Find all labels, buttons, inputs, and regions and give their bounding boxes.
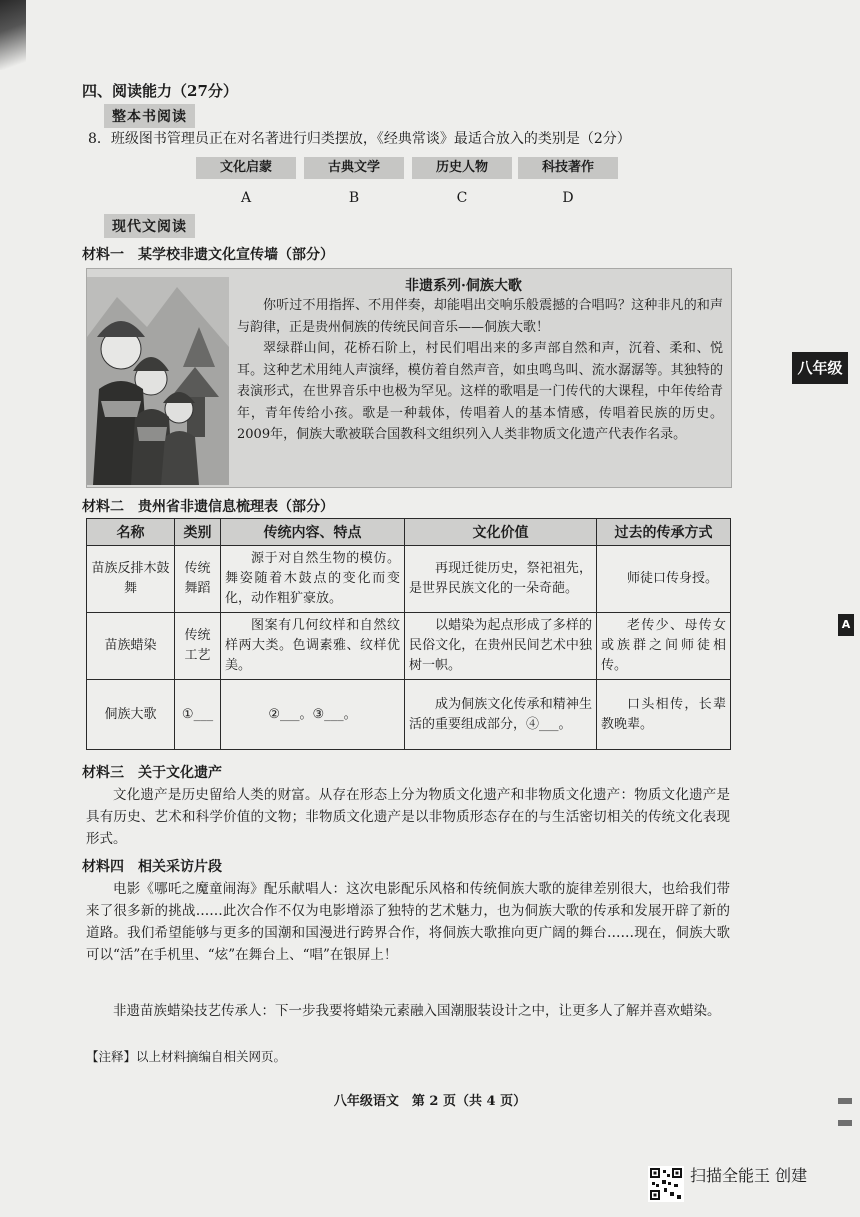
scanner-watermark: 扫描全能王 创建	[690, 1166, 808, 1185]
question-8: 8．班级图书管理员正在对名著进行归类摆放，《经典常谈》最适合放入的类别是（2分）	[88, 131, 631, 147]
material3-text: 文化遗产是历史留给人类的财富。从存在形态上分为物质文化遗产和非物质文化遗产：物质文化遗产是具有历史、艺术和科学价值的文物；非物质文化遗产是以非物质形态存在的与生活密切相关的传统文化表现形式。	[86, 787, 730, 847]
material1-title: 材料一 某学校非遗文化宣传墙（部分）	[82, 247, 334, 263]
cell-value: 以蜡染为起点形成了多样的民俗文化，在贵州民间艺术中独树一帜。	[405, 613, 597, 680]
header-name: 名称	[87, 519, 175, 546]
qr-code-icon	[648, 1166, 684, 1202]
material2-title: 材料二 贵州省非遗信息梳理表（部分）	[82, 499, 334, 515]
heritage-info-table	[86, 518, 731, 750]
modern-reading-tag: 现代文阅读	[104, 214, 195, 238]
cell-content: 图案有几何纹样和自然纹样两大类。色调素雅、纹样优美。	[221, 613, 405, 680]
material4-paragraph-2: 非遗苗族蜡染技艺传承人：下一步我要将蜡染元素融入国潮服装设计之中，让更多人了解并喜欢蜡染。	[113, 1003, 721, 1019]
scan-shadow	[0, 0, 26, 70]
option-b-box: 古典文学	[304, 157, 404, 179]
cell-name: 苗族反排木鼓舞	[87, 546, 175, 613]
cell-inheritance: 师徒口传身授。	[597, 546, 731, 613]
cell-category: 传统工艺	[175, 613, 221, 680]
material1-paragraph: 你听过不用指挥、不用伴奏，却能唱出交响乐般震撼的合唱吗？这种非凡的和声与韵律，正是贵州侗族的传统民间音乐——侗族大歌！	[237, 298, 723, 335]
header-category: 类别	[175, 519, 221, 546]
header-content: 传统内容、特点	[221, 519, 405, 546]
cell-value: 再现迁徙历史，祭祀祖先，是世界民族文化的一朵奇葩。	[405, 546, 597, 613]
material1-paragraph: 翠绿群山间，花桥石阶上，村民们唱出来的多声部自然和声，沉着、柔和、悦耳。这种艺术用纯人声演绎，模仿着自然声音，如虫鸣鸟叫、流水潺潺等。其独特的表演形式，在世界音乐中也极为罕见。这样的歌唱是一门传代的大课程，中年传给青年，青年传给小孩。歌是一种载体，传唱着人的基本情感，传唱着民族的历史。2009年，侗族大歌被联合国教科文组织列入人类非物质文化遗产代表作名录。	[237, 341, 723, 442]
cell-inheritance: 老传少、母传女或族群之间师徒相传。	[597, 613, 731, 680]
cell-name: 苗族蜡染	[87, 613, 175, 680]
table-row	[87, 680, 731, 750]
whole-book-tag: 整本书阅读	[104, 104, 195, 128]
blank-2-3[interactable]: ②___。③___。	[221, 680, 405, 750]
note: 【注释】以上材料摘编自相关网页。	[86, 1049, 287, 1064]
table-header-row	[87, 519, 731, 546]
dong-singers-illustration	[87, 277, 229, 485]
page-footer: 八年级语文 第 2 页（共 4 页）	[333, 1094, 527, 1109]
cell-inheritance: 口头相传，长辈教晚辈。	[597, 680, 731, 750]
option-a-letter: A	[240, 190, 252, 206]
paper-a-marker: A	[838, 614, 854, 636]
grade-side-tab: 八年级	[792, 352, 848, 384]
material4-paragraph-1: 电影《哪吒之魔童闹海》配乐献唱人：这次电影配乐风格和传统侗族大歌的旋律差别很大，也给我们带来了很多新的挑战……此次合作不仅为电影增添了独特的艺术魅力，也为侗族大歌的传承和发展开辟了新的道路。我们希望能够与更多的国潮和国漫进行跨界合作，将侗族大歌推向更广阔的舞台……现在，侗族大歌可以“活”在手机里、“炫”在舞台上、“唱”在银屏上！	[86, 881, 730, 963]
material1-panel	[86, 268, 732, 488]
material1-panel-text	[237, 295, 723, 446]
section-heading: 四、阅读能力（27分）	[82, 82, 238, 100]
option-c-letter: C	[456, 190, 468, 206]
blank-1[interactable]: ①___	[175, 680, 221, 750]
option-d-letter: D	[562, 190, 574, 206]
cell-name: 侗族大歌	[87, 680, 175, 750]
option-b-letter: B	[348, 190, 360, 206]
header-value: 文化价值	[405, 519, 597, 546]
material1-panel-title: 非遗系列·侗族大歌	[405, 278, 522, 294]
table-row	[87, 546, 731, 613]
option-d-box: 科技著作	[518, 157, 618, 179]
option-a-box: 文化启蒙	[196, 157, 296, 179]
edge-mark	[838, 1120, 852, 1126]
material4-title: 材料四 相关采访片段	[82, 859, 222, 875]
option-c-box: 历史人物	[412, 157, 512, 179]
cell-category: 传统舞蹈	[175, 546, 221, 613]
cell-content: 源于对自然生物的模仿。舞姿随着木鼓点的变化而变化，动作粗犷豪放。	[221, 546, 405, 613]
cell-value-blank-4[interactable]: 成为侗族文化传承和精神生活的重要组成部分，④___。	[405, 680, 597, 750]
header-inheritance: 过去的传承方式	[597, 519, 731, 546]
material3-title: 材料三 关于文化遗产	[82, 765, 222, 781]
table-row	[87, 613, 731, 680]
